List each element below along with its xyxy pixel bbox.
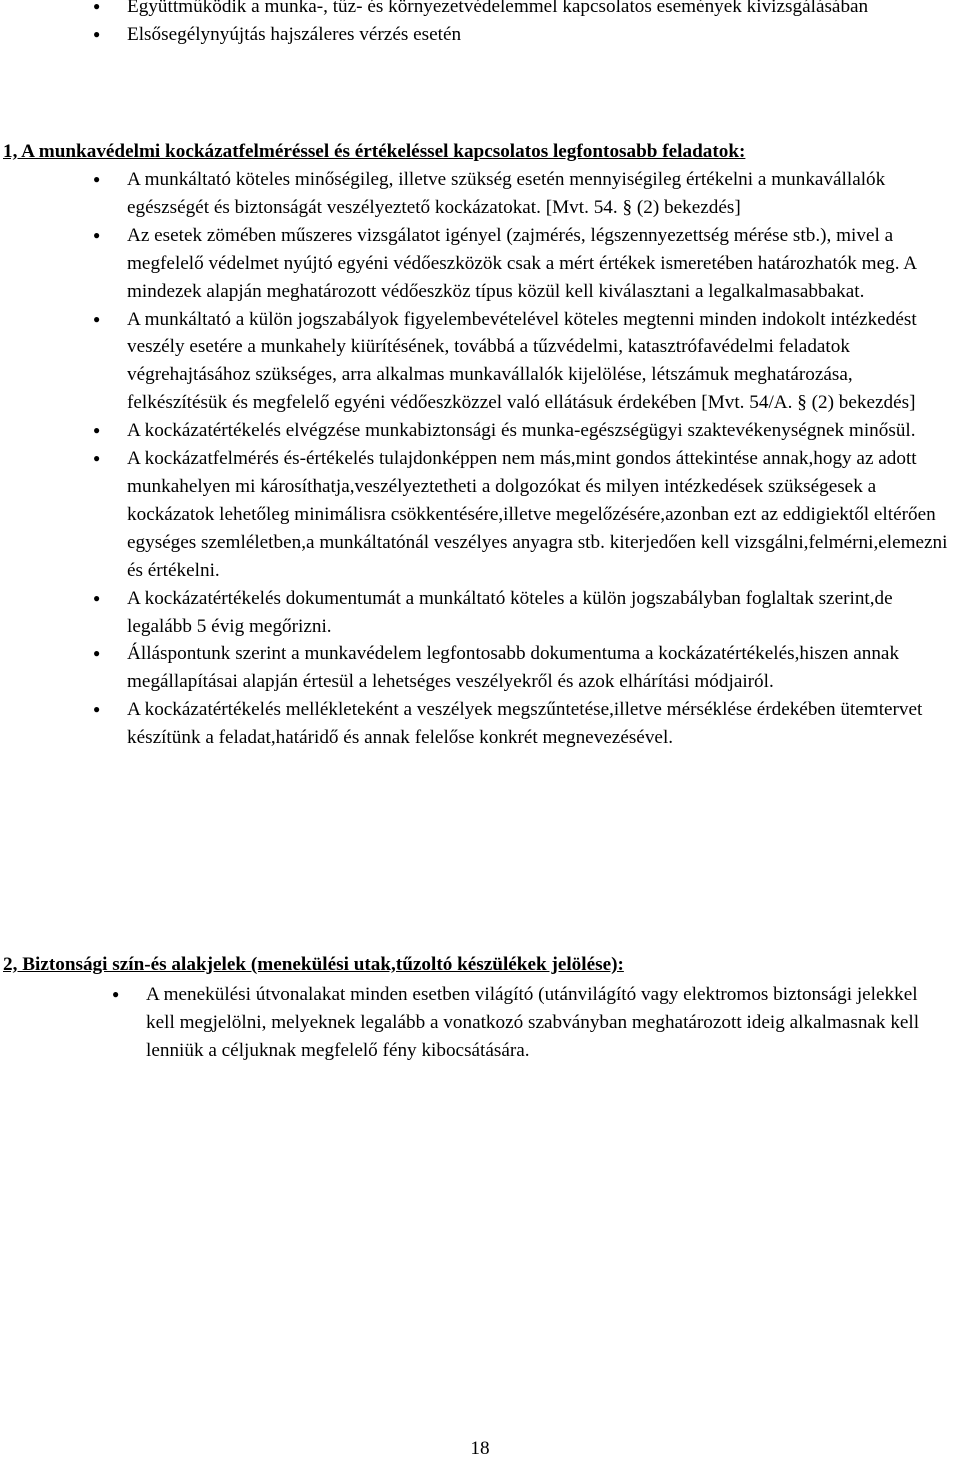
bullet-icon: ● [93, 172, 101, 186]
list-item-text: Elsősegélynyújtás hajszáleres vérzés esetén [127, 23, 462, 45]
list-item-text: A kockázatértékelés elvégzése munkabiztonsági és munka-egészségügyi szaktevékenységnek minősül. [127, 420, 916, 442]
bullet-icon: ● [93, 0, 101, 13]
list-item-text: A menekülési útvonalakat minden esetben világító (utánvilágító vagy elektromos biztonsági jelekkel kell megjelölni, melyeknek legalább a vonatkozó szabványban meghatározott ideig alkalmasnak kell lenniük a céljuknak megfelelő fény kibocsátására. [146, 984, 920, 1061]
bullet-icon: ● [93, 423, 101, 438]
bullet-icon: ● [93, 26, 101, 41]
list-item [0, 585, 955, 641]
list-item-text: Az esetek zömében műszeres vizsgálatot igényel (zajmérés, légszennyezettség mérése stb.), mivel a megfelelő védelmet nyújtó egyéni védőeszközök csak a mért értékek ismeretében határozhatók meg. A mindezek alapján meghatározott védőeszköz típus közül kell kiválasztani a legalkalmasabbakat. [127, 224, 917, 302]
list-item [0, 222, 955, 306]
section-2-list [0, 981, 940, 1065]
section-2-heading: 2, Biztonsági szín-és alakjelek (menekülési utak,tűzoltó készülékek jelölése): [3, 954, 624, 975]
bullet-icon: ● [93, 702, 101, 717]
page-number: 18 [470, 1438, 490, 1459]
list-item-text: A kockázatfelmérés és-értékelés tulajdonképpen nem más,mint gondos áttekintése annak,hogy az adott munkahelyen mi károsíthatja,veszélyeztetheti a dolgozókat és milyen intézkedések szükségesek a kockázatok lehetőleg minimálisra csökkentésére,illetve megelőzésére,azonban ezt az eddigiektől eltérően egységes szemléletben,a munkáltatónál veszélyes anyagra stb. kiterjedően kell vizsgálni,felmérni,elemezni és értékelni. [127, 448, 948, 581]
section-1-heading: 1, A munkavédelmi kockázatfelméréssel és értékeléssel kapcsolatos legfontosabb feladatok: [3, 141, 746, 162]
list-item [0, 696, 955, 752]
bullet-icon: ● [93, 646, 101, 661]
list-item [0, 417, 955, 445]
list-item [0, 981, 940, 1065]
list-item-text: A munkáltató köteles minőségileg, illetve szükség esetén mennyiségileg értékelni a munkavállalók egészségét és biztonságát veszélyeztető kockázatokat. [Mvt. 54. § (2) bekezdés] [127, 169, 886, 218]
list-item [0, 0, 960, 21]
list-item [0, 445, 955, 585]
list-item-text: A munkáltató a külön jogszabályok figyelembevételével köteles megtenni minden indokolt intézkedést veszély esetére a munkahely kiürítésének, továbbá a tűzvédelmi, katasztrófavédelmi feladatok végrehajtásához szükséges, arra alkalmas munkavállalók kijelölése, létszámuk meghatározása, felkészítésük és megfelelő egyéni védőeszközzel való ellátásuk érdekében [Mvt. 54/A. § (2) bekezdés] [127, 308, 917, 414]
list-item [0, 21, 960, 49]
top-bullet-list [0, 0, 960, 49]
list-item-text: Álláspontunk szerint a munkavédelem legfontosabb dokumentuma a kockázatértékelés,hiszen annak megállapításai alapján értesül a lehetséges veszélyekről és azok elhárítási módjairól. [127, 643, 900, 693]
bullet-icon: ● [93, 311, 101, 326]
list-item [0, 306, 955, 418]
bullet-icon: ● [112, 987, 120, 1001]
list-item-text: A kockázatértékelés mellékleteként a veszélyek megszűntetése,illetve mérséklése érdekében ütemtervet készítünk a feladat,határidő és annak felelőse konkrét megnevezésével. [127, 699, 923, 749]
list-item [0, 640, 955, 696]
section-1-list [0, 166, 955, 752]
bullet-icon: ● [93, 451, 101, 466]
bullet-icon: ● [93, 227, 101, 242]
list-item-text: Együttműködik a munka-, tűz- és környezetvédelemmel kapcsolatos események kivizsgálásában [127, 0, 869, 17]
list-item [0, 166, 955, 222]
list-item-text: A kockázatértékelés dokumentumát a munkáltató köteles a külön jogszabályban foglaltak szerint,de legalább 5 évig megőrizni. [127, 587, 893, 637]
bullet-icon: ● [93, 590, 101, 605]
